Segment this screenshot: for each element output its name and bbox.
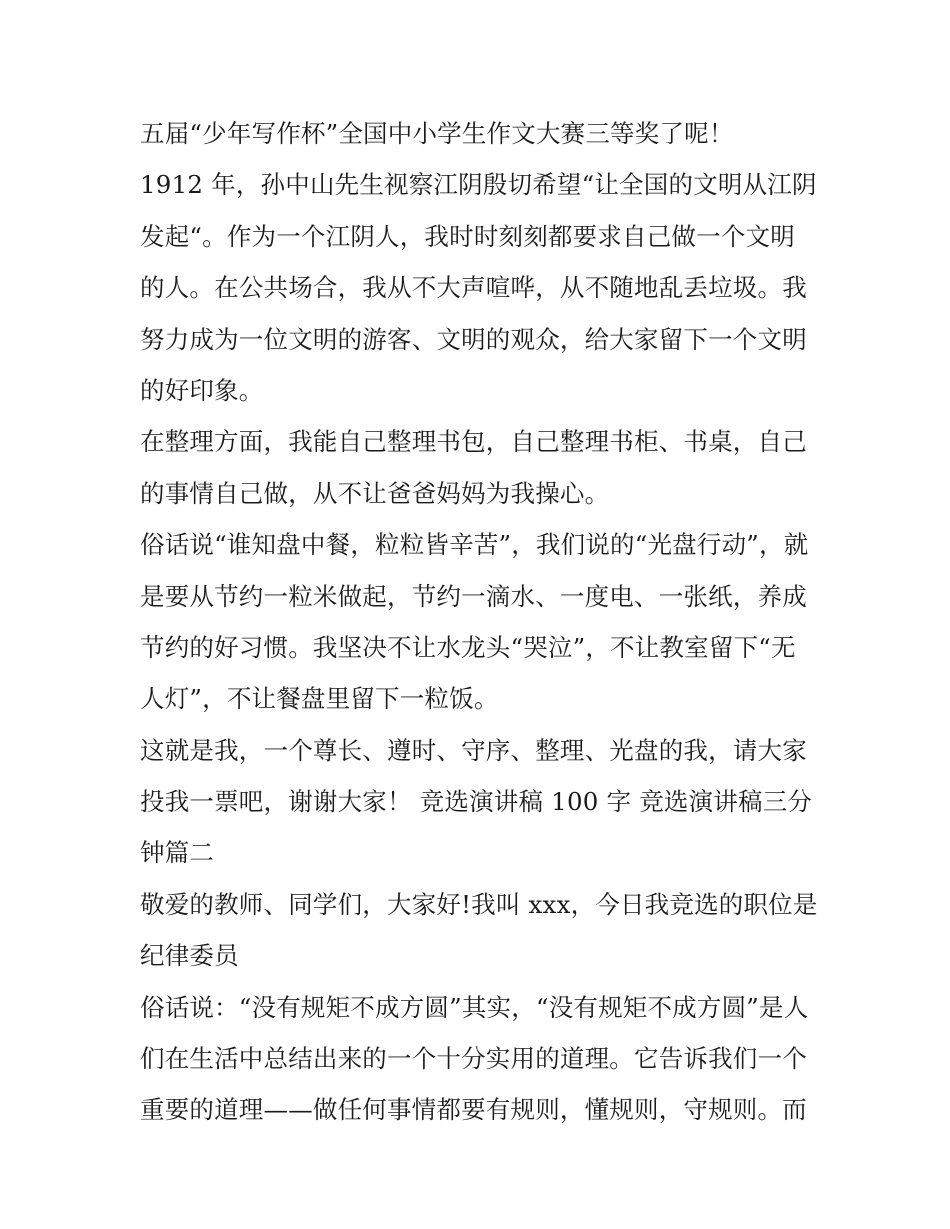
- text-line: 五届“少年写作杯”全国中小学生作文大赛三等奖了呢！: [140, 119, 734, 148]
- document-body: [140, 108, 820, 1136]
- text-line: 们在生活中总结出来的一个十分实用的道理。它告诉我们一个: [140, 1044, 807, 1074]
- text-line: 1912 年，孙中山先生视察江阴殷切希望“让全国的文明从江阴: [140, 170, 817, 200]
- text-line: 发起“。作为一个江阴人，我时时刻刻都要求自己做一个文明: [140, 221, 795, 251]
- text-line: 俗话说：“没有规矩不成方圆”其实，“没有规矩不成方圆”是人: [140, 992, 809, 1022]
- text-line: 重要的道理——做任何事情都要有规则，懂规则，守规则。而: [140, 1095, 807, 1125]
- text-line: 这就是我，一个尊长、遵时、守序、整理、光盘的我，请大家: [140, 735, 807, 765]
- text-line: 节约的好习惯。我坚决不让水龙头“哭泣”，不让教室留下“无: [140, 632, 796, 662]
- text-line: 人灯”，不让餐盘里留下一粒饭。: [140, 684, 499, 714]
- text-line: 投我一票吧，谢谢大家！ 竞选演讲稿 100 字 竞选演讲稿三分: [140, 787, 813, 817]
- text-line: 俗话说“谁知盘中餐，粒粒皆辛苦”，我们说的“光盘行动”，就: [140, 530, 809, 560]
- text-line: 纪律委员: [140, 941, 239, 971]
- text-line: 在整理方面，我能自己整理书包，自己整理书柜、书桌，自己: [140, 427, 807, 457]
- text-line: 钟篇二: [140, 838, 215, 868]
- text-line: 的事情自己做，从不让爸爸妈妈为我操心。: [140, 478, 610, 508]
- text-line: 的人。在公共场合，我从不大声喧哗，从不随地乱丢垃圾。我: [140, 273, 807, 303]
- text-line: 敬爱的教师、同学们，大家好!我叫 xxx，今日我竞选的职位是: [140, 889, 818, 919]
- text-line: 是要从节约一粒米做起，节约一滴水、一度电、一张纸，养成: [140, 581, 807, 611]
- text-line: 的好印象。: [140, 375, 264, 405]
- text-line: 努力成为一位文明的游客、文明的观众，给大家留下一个文明: [140, 324, 807, 354]
